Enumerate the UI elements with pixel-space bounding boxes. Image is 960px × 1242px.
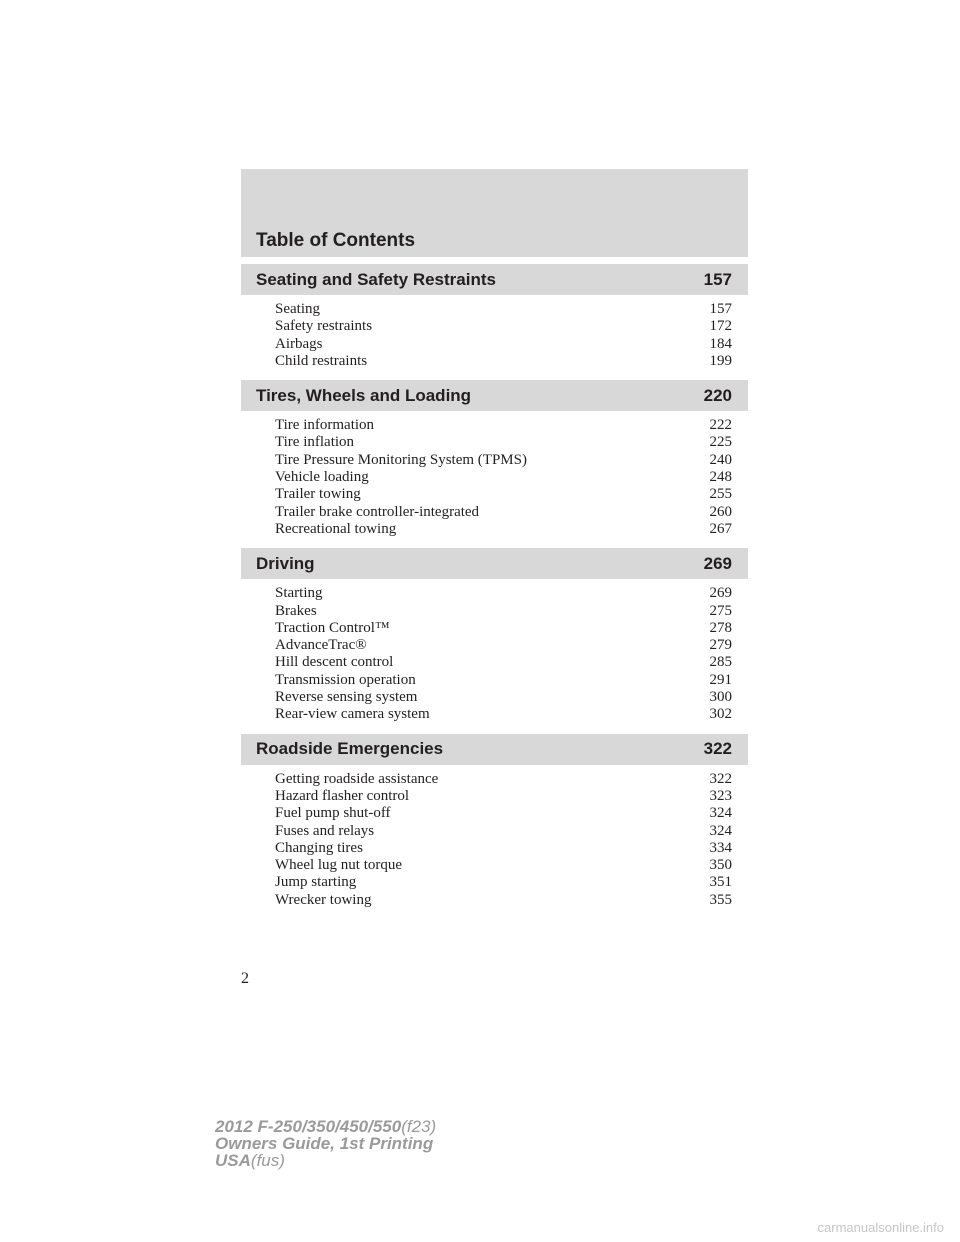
toc-entry-label: Hill descent control — [275, 654, 394, 671]
toc-entry-label: Seating — [275, 301, 320, 317]
toc-entry[interactable] — [275, 318, 732, 335]
toc-entry[interactable] — [275, 504, 732, 521]
toc-entry-label: Getting roadside assistance — [275, 770, 439, 787]
toc-entry-label: Traction Control™ — [275, 619, 390, 636]
toc-entry-label: AdvanceTrac® — [275, 637, 367, 654]
footer-model-code: (f23) — [401, 1117, 437, 1136]
toc-entry-label: Child restraints — [275, 352, 368, 369]
toc-entry-label: Vehicle loading — [275, 469, 369, 486]
toc-entry-label: Hazard flasher control — [275, 787, 410, 804]
toc-entry-page: 291 — [709, 671, 732, 688]
watermark: carmanualsonline.info — [817, 1220, 944, 1235]
toc-header — [241, 169, 748, 257]
toc-entry-label: Brakes — [275, 602, 317, 619]
toc-entry[interactable] — [275, 857, 732, 874]
section-header[interactable] — [241, 264, 748, 295]
footer — [215, 1118, 436, 1169]
toc-entry[interactable] — [275, 452, 732, 469]
toc-entry-label: Transmission operation — [275, 671, 416, 688]
toc-entry[interactable] — [275, 603, 732, 620]
page-number: 2 — [241, 970, 249, 987]
toc-entry-page: 334 — [709, 839, 732, 856]
toc-entry[interactable] — [275, 469, 732, 486]
toc-entry-page: 278 — [709, 619, 732, 636]
toc-entry[interactable] — [275, 353, 732, 370]
toc-entry-page: 267 — [709, 520, 732, 537]
toc-entry[interactable] — [275, 620, 732, 637]
toc-entry-label: Reverse sensing system — [275, 689, 418, 706]
toc-entry-label: Tire inflation — [275, 434, 355, 451]
toc-entry-page: 184 — [709, 335, 732, 352]
toc-entry-page: 323 — [709, 787, 732, 804]
toc-entry-label: Wrecker towing — [275, 891, 372, 908]
section-title: Seating and Safety Restraints — [256, 269, 496, 289]
toc-entry[interactable] — [275, 840, 732, 857]
footer-model: 2012 F-250/350/450/550 — [215, 1117, 402, 1136]
section-title: Driving — [256, 553, 315, 573]
toc-entry[interactable] — [275, 874, 732, 891]
footer-market-code: (fus) — [250, 1151, 285, 1170]
toc-entry-label: Rear-view camera system — [275, 706, 430, 723]
toc-entry[interactable] — [275, 301, 732, 318]
toc-entry-page: 324 — [709, 822, 732, 839]
toc-entry[interactable] — [275, 521, 732, 538]
toc-entry-label: Trailer towing — [275, 486, 361, 503]
toc-entry-label: Fuel pump shut-off — [275, 805, 391, 822]
toc-entry-page: 300 — [709, 689, 732, 706]
toc-entry-label: Jump starting — [275, 874, 357, 891]
toc-entry-label: Changing tires — [275, 839, 363, 856]
toc-entry-page: 302 — [709, 706, 732, 723]
toc-entry[interactable] — [275, 585, 732, 602]
toc-entry-page: 199 — [709, 352, 732, 369]
toc-entry[interactable] — [275, 336, 732, 353]
toc-entry[interactable] — [275, 654, 732, 671]
toc-entry-page: 248 — [709, 469, 732, 486]
toc-entry-page: 350 — [709, 857, 732, 874]
section-page: 269 — [703, 553, 732, 573]
toc-entry-page: 269 — [709, 585, 732, 602]
toc-entry-page: 322 — [709, 770, 732, 787]
toc-entry[interactable] — [275, 805, 732, 822]
toc-entry-page: 285 — [709, 654, 732, 671]
toc-entry-page: 157 — [709, 301, 732, 317]
toc-entry[interactable] — [275, 788, 732, 805]
section-page: 220 — [703, 385, 732, 405]
toc-entry[interactable] — [275, 771, 732, 788]
toc-entry-page: 255 — [709, 486, 732, 503]
section-page: 157 — [703, 269, 732, 289]
section-title: Roadside Emergencies — [256, 739, 444, 759]
toc-entry-page: 324 — [709, 805, 732, 822]
toc-entry-page: 275 — [709, 602, 732, 619]
toc-entry-page: 279 — [709, 637, 732, 654]
toc-entry-label: Safety restraints — [275, 318, 373, 335]
section-header[interactable] — [241, 548, 748, 579]
section-header[interactable] — [241, 380, 748, 411]
toc-entry-label: Starting — [275, 585, 323, 602]
section-items — [241, 579, 748, 733]
toc-entry-page: 355 — [709, 891, 732, 908]
footer-market: USA — [215, 1151, 251, 1170]
toc-entry[interactable] — [275, 434, 732, 451]
section-page: 322 — [703, 739, 732, 759]
toc-entry[interactable] — [275, 417, 732, 434]
toc-entry-page: 351 — [709, 874, 732, 891]
toc-entry-label: Recreational towing — [275, 520, 397, 537]
toc-entry[interactable] — [275, 672, 732, 689]
toc-entry-page: 222 — [709, 417, 732, 434]
toc-entry-page: 172 — [709, 318, 732, 335]
section-items — [241, 765, 748, 919]
toc-list — [241, 264, 748, 919]
toc-entry-label: Airbags — [275, 335, 323, 352]
toc-entry-page: 225 — [709, 434, 732, 451]
section-title: Tires, Wheels and Loading — [256, 385, 472, 405]
toc-entry[interactable] — [275, 486, 732, 503]
section-items — [241, 411, 748, 548]
toc-entry[interactable] — [275, 892, 732, 909]
toc-entry-label: Wheel lug nut torque — [275, 857, 403, 874]
toc-entry[interactable] — [275, 823, 732, 840]
toc-entry-label: Fuses and relays — [275, 822, 375, 839]
section-items — [241, 295, 748, 380]
toc-entry-page: 240 — [709, 451, 732, 468]
toc-entry[interactable] — [275, 689, 732, 706]
toc-entry-label: Tire Pressure Monitoring System (TPMS) — [275, 451, 527, 468]
toc-entry[interactable] — [275, 706, 732, 723]
toc-entry-label: Trailer brake controller-integrated — [275, 503, 480, 520]
toc-entry-label: Tire information — [275, 417, 375, 434]
toc-entry[interactable] — [275, 637, 732, 654]
section-header[interactable] — [241, 734, 748, 765]
page-title: Table of Contents — [256, 230, 416, 251]
footer-guide: Owners Guide, 1st Printing — [215, 1134, 434, 1153]
toc-entry-page: 260 — [709, 503, 732, 520]
